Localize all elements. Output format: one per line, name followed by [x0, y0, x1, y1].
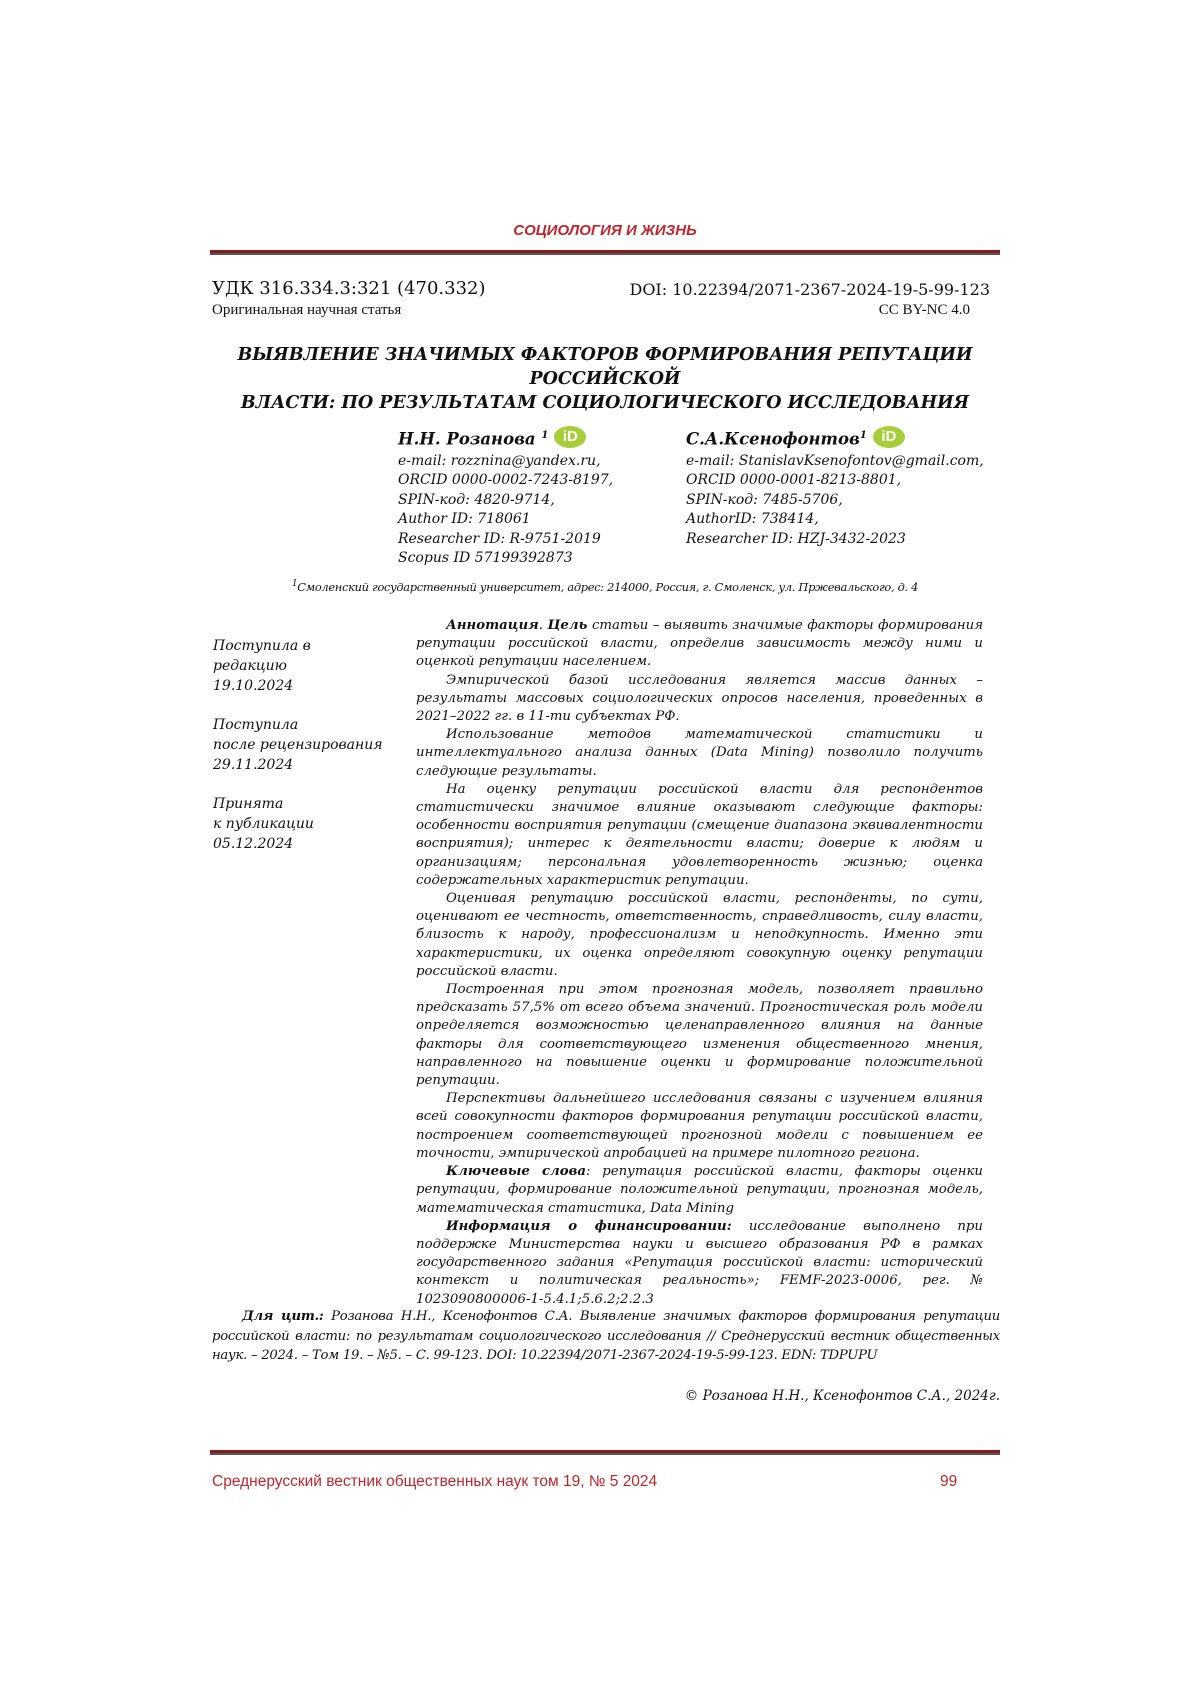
title-line: ВЫЯВЛЕНИЕ ЗНАЧИМЫХ ФАКТОРОВ ФОРМИРОВАНИЯ РЕПУТАЦИИ РОССИЙСКОЙ — [237, 345, 973, 389]
date-accepted: Принята к публикации 05.12.2024 — [213, 796, 314, 852]
abstract-goal: Аннотация. Цель статьи – выявить значимые факторы формирования репутации российской власти, определив зависимость между ними и оценкой репутации населением. — [416, 618, 983, 670]
date-revised: Поступила после рецензирования 29.11.2024 — [213, 717, 383, 773]
license: CC BY-NC 4.0 — [878, 302, 970, 318]
author-name: С.А.Ксенофонтов$^1$ — [686, 429, 867, 449]
article-title — [200, 343, 1010, 415]
article-dates — [213, 636, 383, 873]
doi[interactable]: DOI: 10.22394/2071-2367-2024-19-5-99-123 — [629, 280, 990, 299]
author-block — [398, 425, 668, 569]
author-email[interactable]: e-mail: StanislavKsenofontov@gmail.com, — [686, 452, 984, 469]
header-rule — [210, 250, 1000, 255]
date-received: Поступила в редакцию 19.10.2024 — [213, 638, 311, 694]
citation — [212, 1307, 1000, 1366]
author-orcid: ORCID 0000-0001-8213-8801, — [686, 472, 902, 488]
orcid-icon[interactable]: iD — [873, 426, 905, 448]
author-email[interactable]: e-mail: rozznina@yandex.ru, — [398, 452, 601, 469]
title-line: ВЛАСТИ: ПО РЕЗУЛЬТАТАМ СОЦИОЛОГИЧЕСКОГО ИССЛЕДОВАНИЯ — [240, 393, 970, 413]
abstract-paragraph: Использование методов математической статистики и интеллектуального анализа данных (Data Mining) позволило получить следующие результаты. — [416, 727, 983, 779]
copyright: © Розанова Н.Н., Ксенофонтов С.А., 2024г. — [684, 1388, 1000, 1404]
author-id: Author ID: 718061 — [398, 511, 531, 527]
author-spin: SPIN-код: 4820-9714, — [398, 491, 555, 508]
abstract-paragraph: Оценивая репутацию российской власти, респонденты, по сути, оценивают ее честность, ответственность, справедливость, силу власти, близость к народу, профессионализм и неподкупность. Именно эти характеристики, их оценка определяют совокупную оценку репутации российской власти. — [416, 891, 983, 979]
abstract — [416, 617, 983, 1309]
abstract-paragraph: Перспективы дальнейшего исследования связаны с изучением влияния всей совокупности факторов формирования репутации российской власти, построением соответствующей прогнозной модели с повышением ее точности, эмпирической апробацией на примере пилотного региона. — [416, 1091, 983, 1161]
author-scopus-id: Scopus ID 57199392873 — [398, 550, 573, 566]
abstract-paragraph: На оценку репутации российской власти для респондентов статистически значимое влияние оказывают следующие факторы: особенности восприятия репутации (смещение диапазона эквивалентности восприятия); интерес к деятельности власти; доверие к людям и организациям; персональная удовлетворенность жизнью; оценка содержательных характеристик репутации. — [416, 781, 983, 888]
footer-journal: Среднерусский вестник общественных наук том 19, № 5 2024 — [212, 1473, 658, 1490]
journal-rubric: СОЦИОЛОГИЯ И ЖИЗНЬ — [513, 222, 697, 239]
footer-rule — [210, 1450, 1000, 1455]
abstract-paragraph: Эмпирической базой исследования является массив данных – результаты массовых социологических опросов населения, проведенных в 2021–2022 гг. в 11-ти субъектах РФ. — [416, 672, 983, 725]
author-researcher-id: Researcher ID: HZJ-3432-2023 — [686, 530, 906, 547]
abstract-paragraph: Построенная при этом прогнозная модель, позволяет правильно предсказать 57,5% от всего объема значений. Прогностическая роль модели определяется возможностью целенаправленного влияния на данные факторы для соответствующего изменения общественного мнения, направленного на повышение оценки и формирование положительной репутации. — [416, 982, 983, 1089]
affiliation: $^1$Смоленский государственный университет, адрес: 214000, Россия, г. Смоленск, ул. Пржевальского, д. 4 — [291, 579, 919, 594]
author-orcid: ORCID 0000-0002-7243-8197, — [398, 472, 614, 488]
article-type: Оригинальная научная статья — [212, 302, 402, 318]
udk-code: УДК 316.334.3:321 (470.332) — [212, 278, 486, 299]
author-name: Н.Н. Розанова $^1$ — [398, 429, 549, 449]
author-block — [686, 425, 996, 549]
page-number: 99 — [940, 1473, 958, 1490]
citation-text: Розанова Н.Н., Ксенофонтов С.А. Выявление значимых факторов формирования репутации российской власти: по результатам социологического исследования // Среднерусский вестник общественных наук. – 2024. – Том 19. – №5. – С. 99-123. DOI: 10.22394/2071-2367-2024-19-5-99-123. EDN: TDPUPU — [212, 1309, 1000, 1363]
keywords: Ключевые слова: репутация российской власти, факторы оценки репутации, формирование положительной репутации, прогнозная модель, математическая статистика, Data Mining — [416, 1164, 983, 1216]
citation-label: Для цит.: — [242, 1309, 324, 1324]
funding-info: Информация о финансировании: исследование выполнено при поддержке Министерства науки и высшего образования РФ в рамках государственного задания «Репутация российской власти: исторический контекст и политическая реальность»; FEMF-2023-0006, рег. № 1023090800006-1-5.4.1;5.6.2;2.2.3 — [416, 1218, 983, 1307]
author-researcher-id: Researcher ID: R-9751-2019 — [398, 530, 601, 547]
author-spin: SPIN-код: 7485-5706, — [686, 491, 843, 508]
author-id: AuthorID: 738414, — [686, 511, 819, 527]
orcid-icon[interactable]: iD — [554, 426, 586, 448]
